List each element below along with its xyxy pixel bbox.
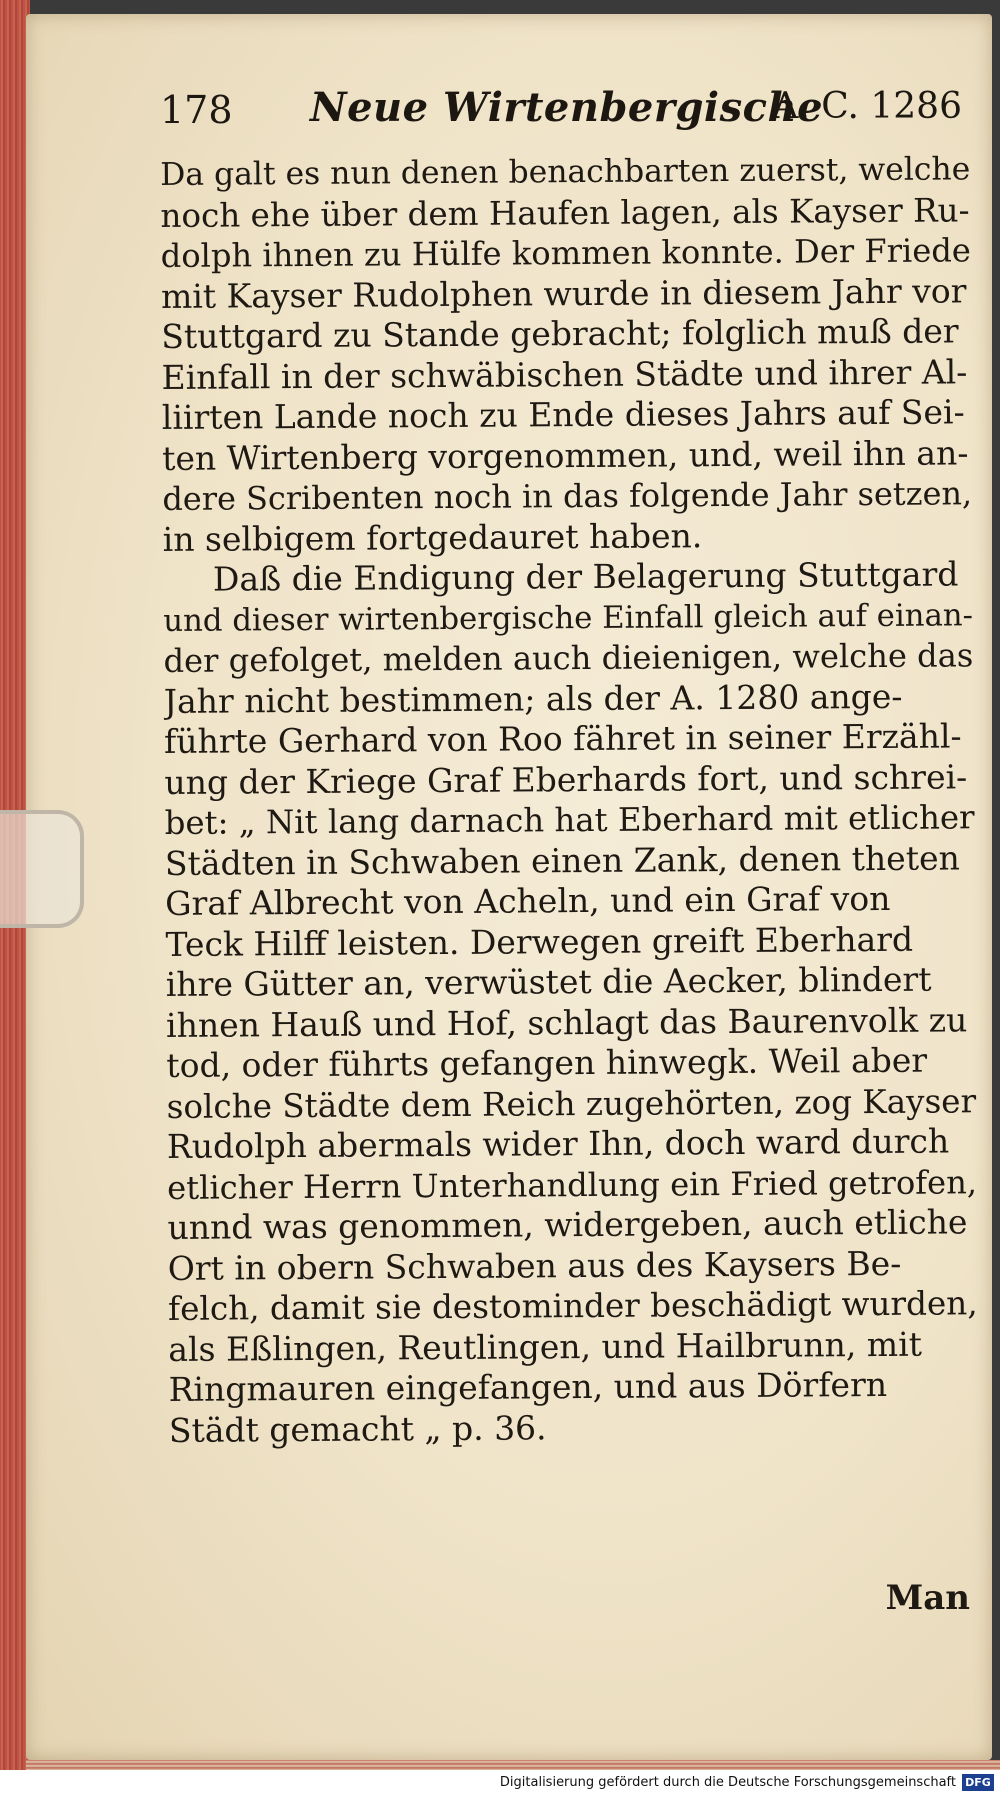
text-line: Da galt es nun denen benachbarten zuerst, welche [160, 151, 971, 193]
text-line: tod, oder führts gefangen hinwegk. Weil aber [166, 1040, 928, 1085]
text-line: dere Scribenten noch in das folgende Jahr setzen, [162, 474, 973, 518]
text-line: ihre Gütter an, verwüstet die Aecker, blindert [165, 959, 932, 1004]
text-line: und dieser wirtenbergische Einfall gleich auf einan- [163, 596, 974, 639]
page-number: 178 [160, 88, 233, 132]
page-edges [26, 1760, 1000, 1770]
catchword: Man [885, 1578, 970, 1618]
page-header [160, 80, 970, 140]
text-line: der gefolget, melden auch dieienigen, welche das [163, 636, 974, 680]
body-text [160, 149, 979, 1451]
text-line: felch, damit sie destominder beschädigt wurden, [167, 1284, 978, 1328]
text-line: als Eßlingen, Reutlingen, und Hailbrunn, mit [168, 1324, 923, 1369]
text-line: dolph ihnen zu Hülfe kommen konnte. Der Friede [160, 231, 971, 275]
text-line: Einfall in der schwäbischen Städte und ihrer Al- [161, 351, 968, 397]
text-line: liirten Lande noch zu Ende dieses Jahrs auf Sei- [161, 392, 965, 437]
year-reference: A. C. 1286 [772, 86, 962, 127]
text-line: etlicher Herrn Unterhandlung ein Fried getrofen, [167, 1162, 978, 1207]
text-line: Jahr nicht bestimmen; als der A. 1280 ange- [163, 676, 903, 721]
text-line: Ringmauren eingefangen, und aus Dörfern [168, 1364, 888, 1409]
text-line: in selbigem fortgedauret haben. [162, 515, 703, 559]
funding-credit: Digitalisierung gefördert durch die Deutsche Forschungsgemeinschaft [499, 1775, 956, 1790]
footer-bar [0, 1770, 1000, 1796]
text-line: Teck Hilff leisten. Derwegen greift Eberhard [165, 919, 914, 964]
text-line: bet: „ Nit lang darnach hat Eberhard mit etlicher [164, 798, 975, 842]
text-line: führte Gerhard von Roo fähret in seiner Erzähl- [163, 716, 962, 761]
text-line: Rudolph abermals wider Ihn, doch ward durch [166, 1121, 950, 1166]
text-line: Städten in Schwaben einen Zank, denen theten [164, 837, 960, 883]
text-line: unnd was genommen, widergeben, auch etliche [167, 1202, 968, 1247]
text-line: Graf Albrecht von Acheln, und ein Graf von [165, 878, 891, 923]
text-line: ung der Kriege Graf Eberhards fort, und schrei- [164, 756, 968, 802]
text-line: Stuttgard zu Stande gebracht; folglich muß der [161, 311, 959, 356]
bookmark-tab [0, 810, 84, 928]
running-head: Neue Wirtenbergische [310, 84, 824, 131]
text-line: Daß die Endigung der Belagerung Stuttgard [212, 554, 959, 599]
text-line: noch ehe über dem Haufen lagen, als Kayser Ru- [160, 190, 970, 235]
text-line: Ort in obern Schwaben aus des Kaysers Be- [167, 1243, 902, 1288]
text-line: solche Städte dem Reich zugehörten, zog Kayser [166, 1081, 977, 1126]
text-line: ihnen Hauß und Hof, schlagt das Baurenvolk zu [165, 999, 968, 1045]
text-line: mit Kayser Rudolphen wurde in diesem Jahr vor [160, 270, 967, 316]
text-line: Städt gemacht „ p. 36. [168, 1407, 547, 1450]
text-line: ten Wirtenberg vorgenommen, und, weil ihn an- [161, 432, 969, 478]
dfg-logo: DFG [962, 1774, 994, 1791]
